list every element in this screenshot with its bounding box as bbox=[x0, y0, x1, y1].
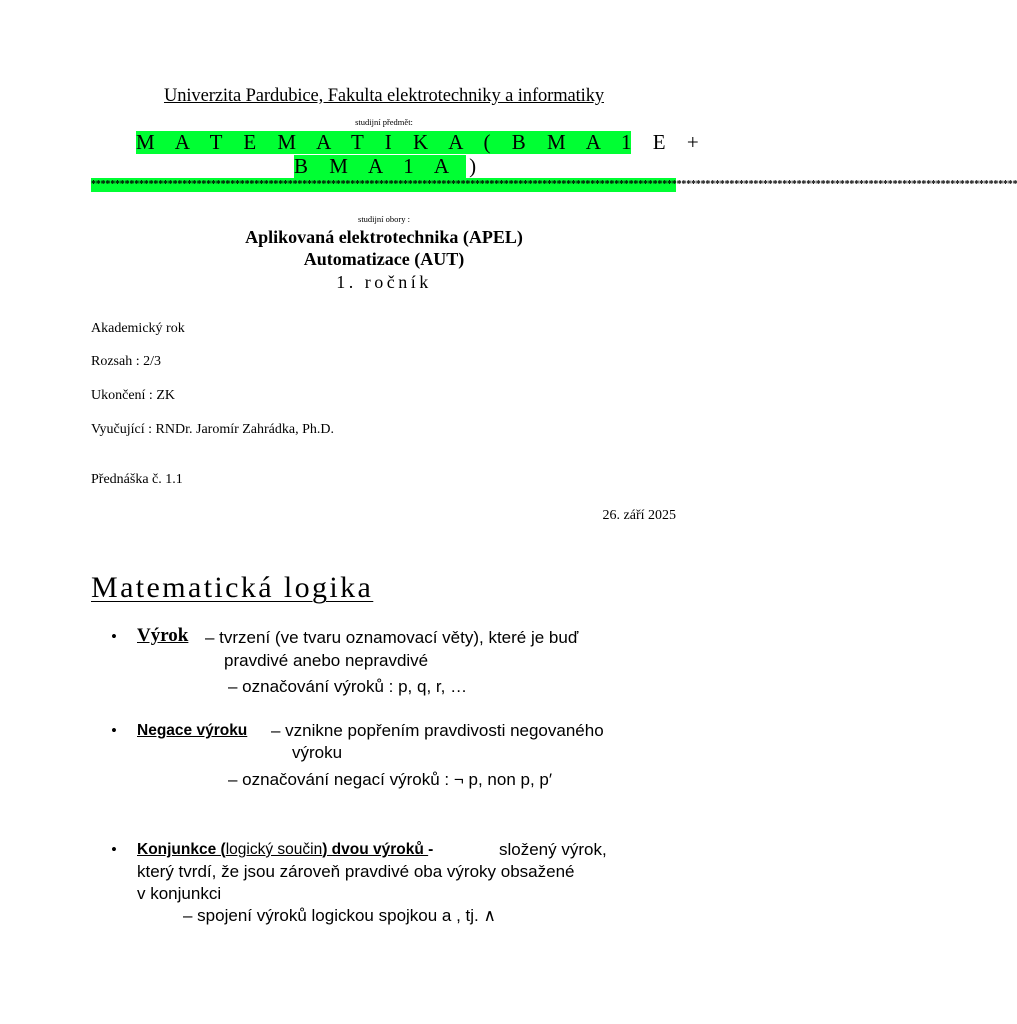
study-year: 1. ročník bbox=[336, 272, 432, 292]
programs-caption: studijní obory : bbox=[358, 214, 410, 224]
definition-negace-line-1: – vznikne popřením pravdivosti negovaného bbox=[271, 721, 604, 740]
program-apel: Aplikovaná elektrotechnika (APEL) bbox=[245, 227, 523, 247]
term-konjunkce-part-2: logický součin bbox=[225, 841, 323, 858]
academic-year: Akademický rok bbox=[91, 321, 185, 336]
lecture-number: Přednáška č. 1.1 bbox=[91, 472, 183, 487]
term-konjunkce bbox=[137, 841, 433, 859]
university-title: Univerzita Pardubice, Fakulta elektrotechniky a informatiky bbox=[163, 86, 604, 106]
note-negace-notation: – označování negací výroků : ¬ p, non p, p′ bbox=[228, 770, 553, 789]
lecturer: Vyučující : RNDr. Jaromír Zahrádka, Ph.D. bbox=[91, 422, 335, 437]
bullet-icon: • bbox=[111, 627, 117, 646]
note-vyrok-notation: – označování výroků : p, q, r, … bbox=[228, 677, 468, 696]
subject-title-line-1: M A T E M A T I K A ( B M A 1 E + bbox=[136, 130, 707, 154]
subject-caption: studijní předmět: bbox=[355, 117, 413, 127]
lecture-date: 26. září 2025 bbox=[602, 508, 676, 523]
term-konjunkce-part-1: Konjunkce ( bbox=[137, 841, 226, 858]
definition-konjunkce-line-1: složený výrok, bbox=[499, 840, 607, 859]
definition-vyrok-line-2: pravdivé anebo nepravdivé bbox=[224, 651, 429, 670]
bullet-icon: • bbox=[111, 840, 117, 859]
term-konjunkce-part-3: ) dvou výroků bbox=[322, 841, 429, 858]
section-title: Matematická logika bbox=[91, 571, 374, 604]
program-aut: Automatizace (AUT) bbox=[303, 249, 465, 269]
asterisk-divider: ************************************************************************************************************************************************************************************************* bbox=[91, 179, 1017, 190]
note-konjunkce-connective: – spojení výroků logickou spojkou a , tj. ∧ bbox=[183, 906, 496, 925]
definition-vyrok-line-1: – tvrzení (ve tvaru oznamovací věty), které je buď bbox=[205, 628, 579, 647]
term-konjunkce-dash: - bbox=[428, 841, 434, 858]
bullet-icon: • bbox=[111, 721, 117, 740]
term-negace: Negace výroku bbox=[137, 722, 248, 739]
definition-konjunkce-line-3: v konjunkci bbox=[137, 884, 222, 903]
subject-title-line-2: B M A 1 A ) bbox=[294, 154, 485, 178]
course-completion: Ukončení : ZK bbox=[91, 388, 175, 403]
course-scope: Rozsah : 2/3 bbox=[91, 354, 161, 369]
definition-konjunkce-line-2: který tvrdí, že jsou zároveň pravdivé oba výroky obsažené bbox=[137, 862, 575, 881]
definition-negace-line-2: výroku bbox=[292, 743, 343, 762]
term-vyrok: Výrok bbox=[137, 625, 189, 646]
